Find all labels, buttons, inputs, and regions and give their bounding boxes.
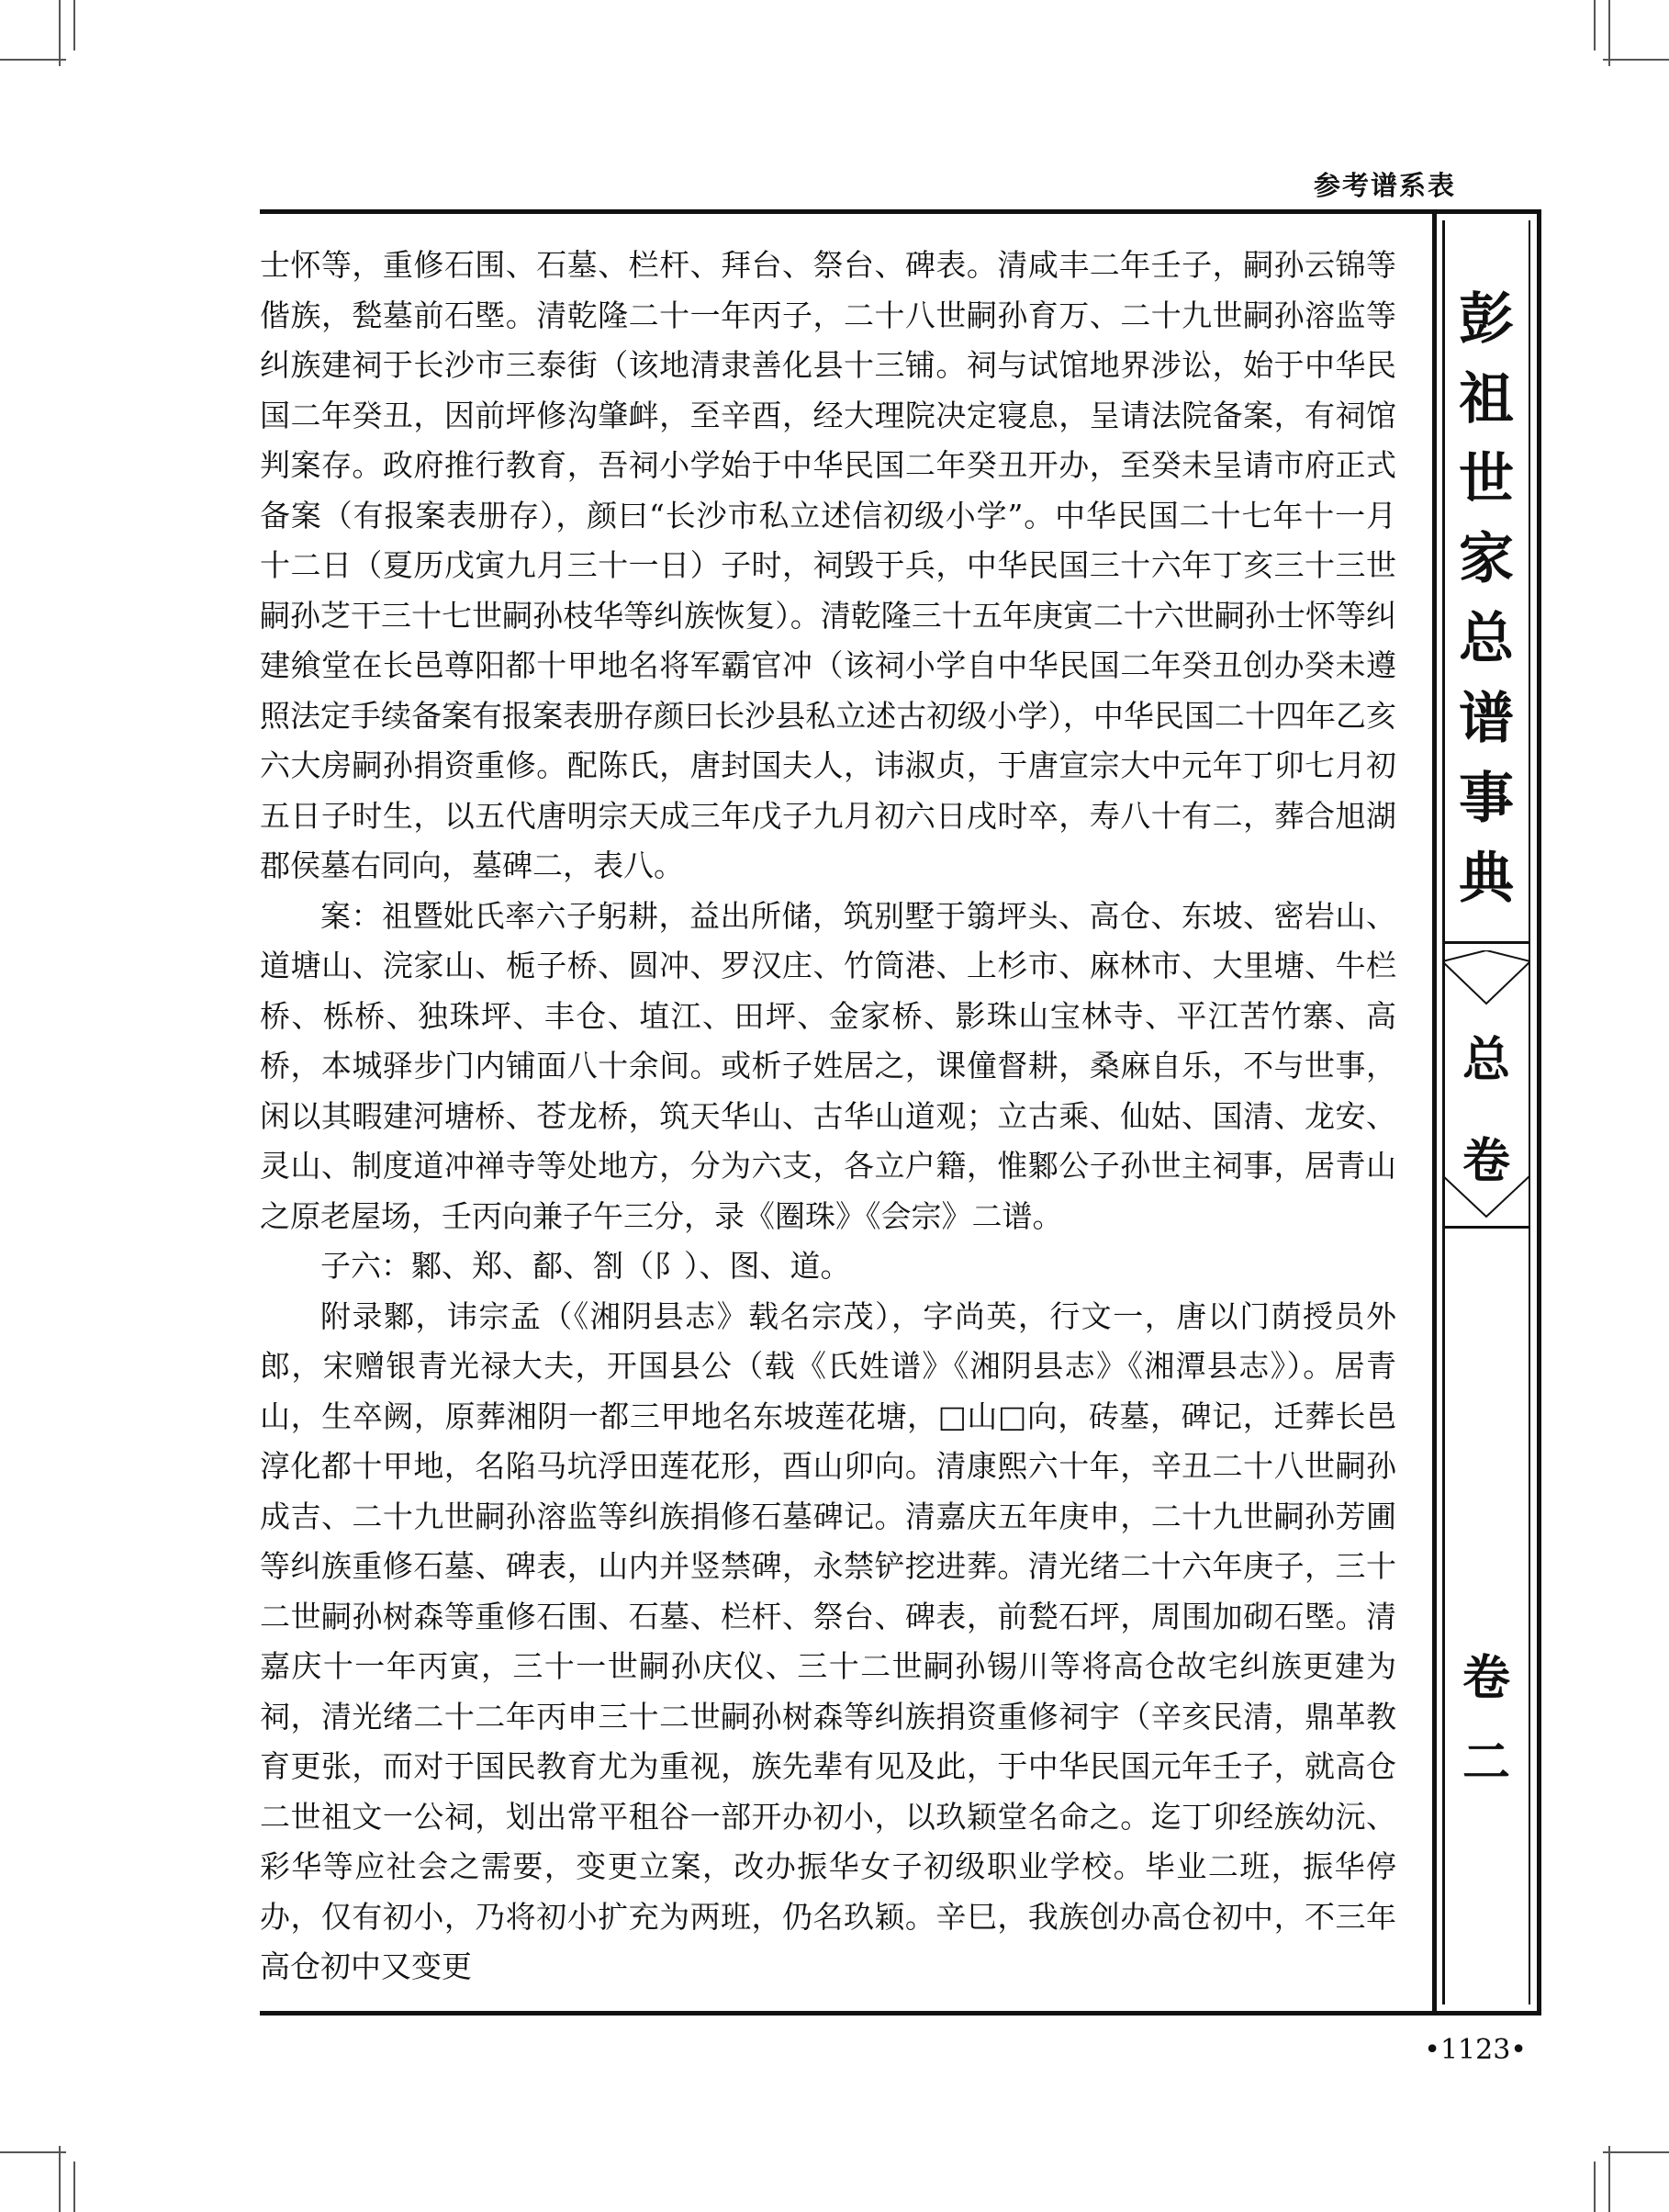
crop-mark: [1608, 2146, 1610, 2212]
section-title: 参考谱系表: [1313, 170, 1456, 201]
crop-mark: [0, 2151, 66, 2153]
volume-char: 总: [1462, 1033, 1510, 1088]
juan-label: [1442, 1636, 1530, 1805]
volume-label: [1442, 1010, 1530, 1212]
book-title: [1442, 280, 1530, 919]
book-title-char: 谱: [1459, 687, 1514, 751]
page-number: •1123•: [1424, 2034, 1527, 2066]
book-title-char: 彭: [1459, 287, 1514, 352]
juan-char: 二: [1462, 1735, 1510, 1791]
sidebar-left-rule: [1432, 209, 1437, 2016]
crop-mark: [73, 2161, 75, 2212]
volume-char: 卷: [1462, 1134, 1510, 1189]
paragraph: 案：祖暨妣氏率六子躬耕，益出所储，筑别墅于篛坪头、高仓、东坡、密岩山、道塘山、浣家山、栀子桥、圆冲、罗汉庄、竹筒港、上杉市、麻林市、大里塘、牛栏桥、栎桥、独珠坪、丰仓、埴江、田坪、金家桥、影珠山宝林寺、平江苦竹寨、高桥，本城驿步门内铺面八十余间。或析子姓居之，课僮督耕，桑麻自乐，不与世事，闲以其暇建河塘桥、苍龙桥，筑天华山、古华山道观；立古乘、仙姑、国清、龙安、灵山、制度道冲禅寺等处地方，分为六支，各立户籍，惟鄹公子孙世主祠事，居青山之原老屋场，壬丙向兼子午三分，录《圈珠》《会宗》二谱。: [260, 897, 1396, 1234]
juan-char: 卷: [1462, 1651, 1510, 1706]
crop-mark: [1608, 0, 1610, 66]
paragraph: 附录鄹，讳宗孟（《湘阴县志》载名宗茂），字尚英，行文一，唐以门荫授员外郎，宋赠银青光禄大夫，开国县公（载《氏姓谱》《湘阴县志》《湘潭县志》）。居青山，生卒阙，原葬湘阴一都三甲地名东坡莲花塘，□山□向，砖墓，碑记，迁葬长邑淳化都十甲地，名陷马坑浮田莲花形，酉山卯向。清康熙六十年，辛丑二十八世嗣孙成吉、二十九世嗣孙溶监等纠族捐修石墓碑记。清嘉庆五年庚申，二十九世嗣孙芳圃等纠族重修石墓、碑表，山内并竖禁碑，永禁铲挖进葬。清光绪二十六年庚子，三十二世嗣孙树森等重修石围、石墓、栏杆、祭台、碑表，前甃石坪，周围加砌石塈。清嘉庆十一年丙寅，三十一世嗣孙庆仪、三十二世嗣孙锡川等将高仓故宅纠族更建为祠，清光绪二十二年丙申三十二世嗣孙树森等纠族捐资重修祠宇（辛亥民清，鼎革教育更张，而对于国民教育尤为重视，族先辈有见及此，于中华民国元年壬子，就高仓二世祖文一公祠，划出常平租谷一部开办初小，以玖颖堂名命之。迄丁卯经族幼沅、彩华等应社会之需要，变更立案，改办振华女子初级职业学校。毕业二班，振华停办，仅有初小，乃将初小扩充为两班，仍名玖颖。辛巳，我族创办高仓初中，不三年高仓初中又变更: [260, 1297, 1396, 1984]
sidebar-divider: [1442, 941, 1530, 944]
crop-mark: [1594, 2161, 1596, 2212]
book-title-char: 家: [1459, 527, 1514, 591]
frame-bottom-rule: [260, 2011, 1541, 2016]
book-title-char: 总: [1459, 607, 1514, 671]
sidebar-right-rule: [1537, 209, 1541, 2016]
crop-mark: [59, 0, 61, 66]
book-title-char: 世: [1459, 447, 1514, 511]
book-title-char: 典: [1459, 847, 1514, 911]
book-title-char: 祖: [1459, 367, 1514, 432]
crop-mark: [0, 59, 66, 61]
book-title-char: 事: [1459, 767, 1514, 831]
frame-top-rule: [260, 209, 1541, 214]
body-text: [260, 241, 1396, 1993]
crop-mark: [73, 0, 75, 51]
paragraph: 子六：鄹、郑、鄐、劄（阝）、图、道。: [320, 1248, 851, 1284]
crop-mark: [1603, 59, 1669, 61]
sidebar-divider: [1442, 1226, 1530, 1229]
paragraph: 士怀等，重修石围、石墓、栏杆、拜台、祭台、碑表。清咸丰二年壬子，嗣孙云锦等偕族，甃墓前石塈。清乾隆二十一年丙子，二十八世嗣孙育万、二十九世嗣孙溶监等纠族建祠于长沙市三泰街（该地清隶善化县十三铺。祠与试馆地界涉讼，始于中华民国二年癸丑，因前坪修沟肇衅，至辛酉，经大理院决定寝息，呈请法院备案，有祠馆判案存。政府推行教育，吾祠小学始于中华民国二年癸丑开办，至癸未呈请市府正式备案（有报案表册存），颜曰“长沙市私立述信初级小学”。中华民国二十七年十一月十二日（夏历戊寅九月三十一日）子时，祠毁于兵，中华民国三十六年丁亥三十三世嗣孙芝干三十七世嗣孙枝华等纠族恢复）。清乾隆三十五年庚寅二十六世嗣孙士怀等纠建飨堂在长邑尊阳都十甲地名将军霸官冲（该祠小学自中华民国二年癸丑创办癸未遵照法定手续备案有报案表册存颜曰长沙县私立述古初级小学），中华民国二十四年乙亥六大房嗣孙捐资重修。配陈氏，唐封国夫人，讳淑贞，于唐宣宗大中元年丁卯七月初五日子时生，以五代唐明宗天成三年戊子九月初六日戌时卒，寿八十有二，葬合旭湖郡侯墓右同向，墓碑二，表八。: [260, 247, 1396, 883]
crop-mark: [1603, 2151, 1669, 2153]
crop-mark: [1594, 0, 1596, 51]
crop-mark: [59, 2146, 61, 2212]
